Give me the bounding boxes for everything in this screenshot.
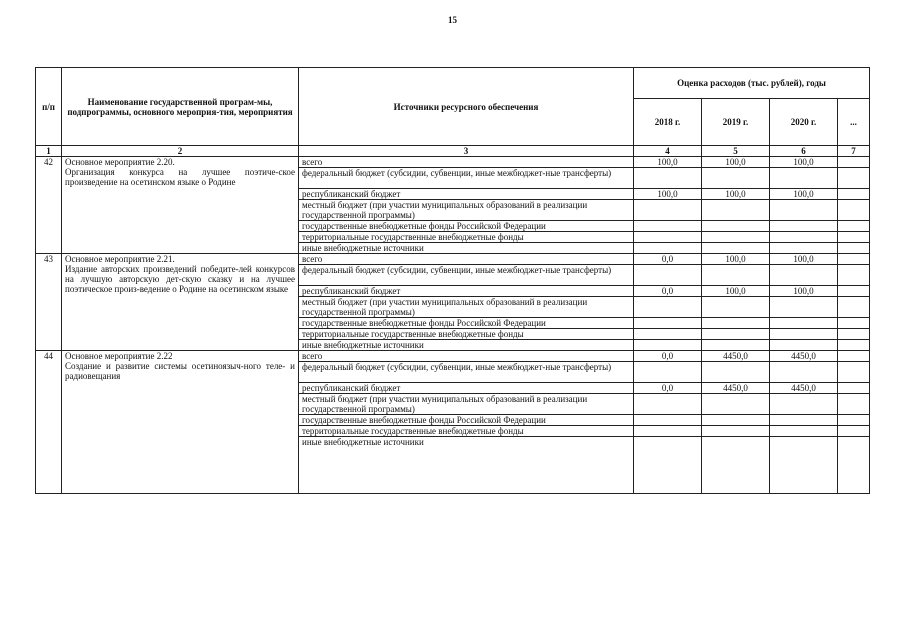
amount-cell (770, 168, 838, 189)
amount-cell: 100,0 (634, 157, 702, 168)
amount-cell (634, 200, 702, 221)
amount-cell-extra (838, 157, 870, 168)
amount-cell (770, 318, 838, 329)
amount-cell-extra (838, 265, 870, 286)
column-number: 4 (634, 146, 702, 157)
funding-source: федеральный бюджет (субсидии, субвенции, иные межбюджет-ные трансферты) (299, 168, 634, 189)
amount-cell (634, 426, 702, 437)
amount-cell: 100,0 (702, 189, 770, 200)
amount-cell-extra (838, 340, 870, 351)
amount-cell: 0,0 (634, 383, 702, 394)
amount-cell-extra (838, 351, 870, 362)
amount-cell: 100,0 (702, 157, 770, 168)
funding-source: иные внебюджетные источники (299, 340, 634, 351)
amount-cell (702, 168, 770, 189)
funding-source: федеральный бюджет (субсидии, субвенции, иные межбюджет-ные трансферты) (299, 265, 634, 286)
amount-cell-extra (838, 329, 870, 340)
header-sources: Источники ресурсного обеспечения (299, 68, 634, 146)
amount-cell (702, 394, 770, 415)
funding-source: республиканский бюджет (299, 286, 634, 297)
amount-cell (702, 415, 770, 426)
resource-table (35, 67, 870, 494)
amount-cell-extra (838, 318, 870, 329)
funding-source: территориальные государственные внебюджетные фонды (299, 426, 634, 437)
amount-cell (634, 394, 702, 415)
funding-source: всего (299, 254, 634, 265)
amount-cell (770, 362, 838, 383)
amount-cell (702, 340, 770, 351)
funding-source: территориальные государственные внебюджетные фонды (299, 232, 634, 243)
column-number: 5 (702, 146, 770, 157)
funding-source: местный бюджет (при участии муниципальных образований в реализации государственной программы) (299, 200, 634, 221)
funding-source: иные внебюджетные источники (299, 437, 634, 494)
funding-source: иные внебюджетные источники (299, 243, 634, 254)
column-number: 6 (770, 146, 838, 157)
table-row (36, 157, 870, 168)
funding-source: государственные внебюджетные фонды Российской Федерации (299, 318, 634, 329)
amount-cell (702, 265, 770, 286)
funding-source: территориальные государственные внебюджетные фонды (299, 329, 634, 340)
column-number: 7 (838, 146, 870, 157)
amount-cell-extra (838, 168, 870, 189)
funding-source: местный бюджет (при участии муниципальных образований в реализации государственной программы) (299, 297, 634, 318)
amount-cell: 100,0 (770, 157, 838, 168)
amount-cell (634, 265, 702, 286)
amount-cell (634, 415, 702, 426)
funding-source: местный бюджет (при участии муниципальных образований в реализации государственной программы) (299, 394, 634, 415)
activity-description: Организация конкурса на лучшее поэтиче-ское произведение на осетинском языке о Родине (65, 167, 295, 187)
amount-cell (634, 221, 702, 232)
amount-cell-extra (838, 426, 870, 437)
amount-cell (770, 200, 838, 221)
amount-cell (702, 243, 770, 254)
amount-cell: 100,0 (770, 254, 838, 265)
amount-cell-extra (838, 254, 870, 265)
amount-cell (702, 437, 770, 494)
row-number: 44 (36, 351, 62, 494)
amount-cell (770, 243, 838, 254)
header-year: 2018 г. (634, 99, 702, 146)
amount-cell: 100,0 (702, 286, 770, 297)
funding-source: государственные внебюджетные фонды Российской Федерации (299, 221, 634, 232)
activity-description: Создание и развитие системы осетиноязыч-ного теле- и радиовещания (65, 361, 295, 381)
funding-source: федеральный бюджет (субсидии, субвенции, иные межбюджет-ные трансферты) (299, 362, 634, 383)
amount-cell: 4450,0 (770, 383, 838, 394)
amount-cell-extra (838, 200, 870, 221)
amount-cell (770, 265, 838, 286)
amount-cell (702, 200, 770, 221)
activity-code: Основное мероприятие 2.22 (65, 351, 173, 361)
amount-cell-extra (838, 243, 870, 254)
amount-cell (770, 340, 838, 351)
amount-cell-extra (838, 437, 870, 494)
amount-cell-extra (838, 297, 870, 318)
amount-cell: 100,0 (634, 189, 702, 200)
amount-cell (770, 415, 838, 426)
page-number: 15 (448, 15, 457, 25)
amount-cell: 4450,0 (702, 351, 770, 362)
amount-cell: 4450,0 (702, 383, 770, 394)
amount-cell-extra (838, 286, 870, 297)
amount-cell-extra (838, 394, 870, 415)
amount-cell (634, 297, 702, 318)
amount-cell-extra (838, 383, 870, 394)
amount-cell (770, 437, 838, 494)
amount-cell (702, 426, 770, 437)
amount-cell-extra (838, 221, 870, 232)
activity-code: Основное мероприятие 2.20. (65, 157, 175, 167)
amount-cell (702, 221, 770, 232)
amount-cell (702, 297, 770, 318)
amount-cell (770, 426, 838, 437)
amount-cell (770, 221, 838, 232)
amount-cell: 4450,0 (770, 351, 838, 362)
amount-cell (634, 243, 702, 254)
activity-title (62, 157, 299, 254)
amount-cell (634, 329, 702, 340)
activity-code: Основное мероприятие 2.21. (65, 254, 175, 264)
table-row (36, 351, 870, 362)
amount-cell (634, 362, 702, 383)
header-year: 2020 г. (770, 99, 838, 146)
amount-cell (770, 329, 838, 340)
amount-cell-extra (838, 362, 870, 383)
row-number: 42 (36, 157, 62, 254)
amount-cell-extra (838, 189, 870, 200)
funding-source: республиканский бюджет (299, 189, 634, 200)
amount-cell (634, 340, 702, 351)
amount-cell (702, 232, 770, 243)
column-number: 1 (36, 146, 62, 157)
column-number: 2 (62, 146, 299, 157)
amount-cell (634, 437, 702, 494)
row-number: 43 (36, 254, 62, 351)
amount-cell: 100,0 (770, 286, 838, 297)
amount-cell (770, 232, 838, 243)
activity-title (62, 351, 299, 494)
amount-cell: 100,0 (770, 189, 838, 200)
amount-cell-extra (838, 232, 870, 243)
amount-cell-extra (838, 415, 870, 426)
table-row (36, 254, 870, 265)
amount-cell (634, 232, 702, 243)
amount-cell (702, 362, 770, 383)
header-num: п/п (36, 68, 62, 146)
activity-title (62, 254, 299, 351)
amount-cell (770, 394, 838, 415)
header-estimate: Оценка расходов (тыс. рублей), годы (634, 68, 870, 99)
amount-cell: 0,0 (634, 351, 702, 362)
funding-source: всего (299, 351, 634, 362)
amount-cell: 100,0 (702, 254, 770, 265)
funding-source: республиканский бюджет (299, 383, 634, 394)
amount-cell (702, 318, 770, 329)
column-number: 3 (299, 146, 634, 157)
funding-source: государственные внебюджетные фонды Российской Федерации (299, 415, 634, 426)
header-title: Наименование государственной програм-мы, подпрограммы, основного мероприя-тия, мероприятия (62, 68, 299, 146)
header-year: 2019 г. (702, 99, 770, 146)
amount-cell (634, 168, 702, 189)
amount-cell (702, 329, 770, 340)
amount-cell: 0,0 (634, 254, 702, 265)
header-year: ... (838, 99, 870, 146)
amount-cell (634, 318, 702, 329)
activity-description: Издание авторских произведений победите-лей конкурсов на лучшую авторскую дет-скую сказку и на лучшее поэтическое произ-ведение о Родине на осетинском языке (65, 264, 295, 294)
amount-cell (770, 297, 838, 318)
funding-source: всего (299, 157, 634, 168)
amount-cell: 0,0 (634, 286, 702, 297)
